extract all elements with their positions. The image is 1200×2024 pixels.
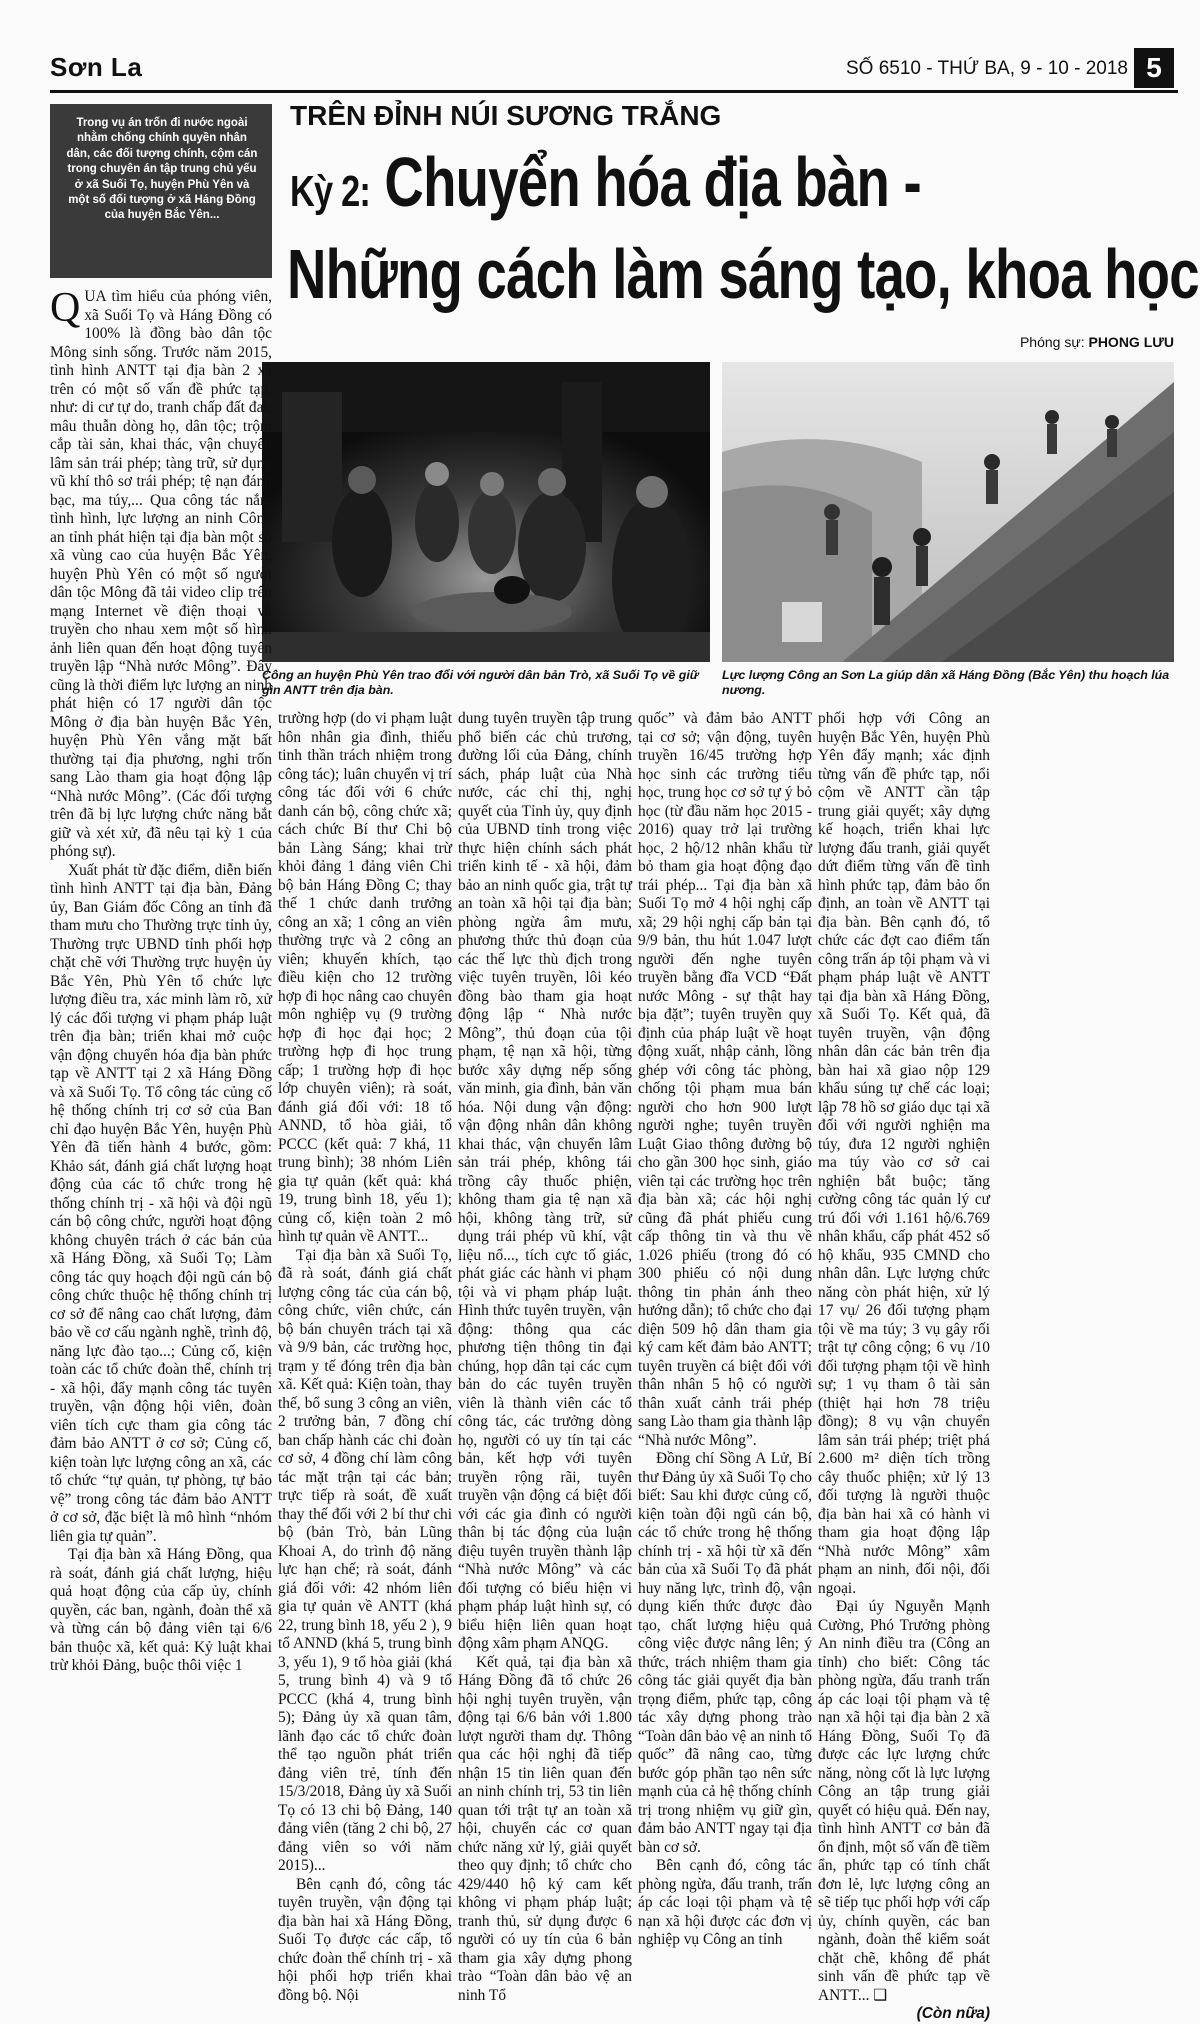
paragraph: Kết quả, tại địa bàn xã Háng Đồng đã tổ chức 26 hội nghị tuyên truyền, vận động tại 6/6 bản với 1.800 lượt người tham dự. Thông qua các hội nghị đã tiếp nhận 15 tin liên quan đến an ninh chính trị, 53 tin liên quan tới trật tự an toàn xã hội, chuyển các cơ quan chức năng xử lý, giải quyết theo quy định; tổ chức cho 429/440 hộ ký cam kết không vi phạm pháp luật; tranh thủ, sử dụng được 6 người có uy tín của 6 bản tham gia xây dựng phong trào “Toàn dân bảo vệ an ninh Tổ bbox=[458, 1653, 632, 2004]
lead-text: UA tìm hiểu của phóng viên, xã Suối Tọ và Háng Đồng có 100% là đồng bào dân tộc Mông sinh sống. Trước năm 2015, tình hình ANTT tại địa bàn 2 xã trên có một số vấn đề phức tạp, như: di cư tự do, tranh chấp đất đai; mâu thuẫn dòng họ, dân tộc; trộm cắp tài sản, khai thác, vận chuyển lâm sản trái phép; tàng trữ, sử dụng vũ khí thô sơ trái phép; tệ nạn đánh bạc, ma túy,... Qua công tác nắm tình hình, lực lượng an ninh Công an tỉnh phát hiện tại địa bàn một số xã vùng cao của huyện Bắc Yên, huyện Phù Yên có một số người dân tộc Mông đã tải video clip trên mạng Internet về điện thoại và truyền cho nhau xem một số hình ảnh liên quan đến hoạt động tuyên truyền lập “Nhà nước Mông”. Đây cũng là thời điểm lực lượng an ninh phát hiện có 17 người dân tộc Mông ở địa bàn huyện Bắc Yên, huyện Phù Yên vắng mặt bất thường tại địa phương, nghi trốn sang Lào tham gia hoạt động lập “Nhà nước Mông”. (Các đối tượng trên đã bị lực lượng chức năng bắt giữ và xét xử, đã nêu tại kỳ 1 của phóng sự). bbox=[50, 288, 272, 860]
section-name: Sơn La bbox=[50, 52, 143, 82]
byline bbox=[1020, 334, 1174, 350]
paragraph: Bên cạnh đó, công tác phòng ngừa, đấu tranh, trấn áp các loại tội phạm và tệ nạn xã hội được các đơn vị nghiệp vụ Công an tỉnh bbox=[638, 1857, 812, 1948]
masthead-rule bbox=[50, 90, 1178, 93]
headline-line-1 bbox=[290, 140, 976, 234]
campfire-meeting-photo bbox=[262, 362, 710, 662]
paragraph: Xuất phát từ đặc điểm, diễn biến tình hình ANTT tại địa bàn, Đảng ủy, Ban Giám đốc Công an tỉnh đã tham mưu cho Thường trực tỉnh ủy, Thường trực UBND tỉnh phối hợp chặt chẽ với Thường trực huyện ủy Bắc Yên, Phù Yên tổ chức lực lượng điều tra, xác minh làm rõ, xử lý các đối tượng vi phạm pháp luật trên địa bàn; triển khai mở cuộc vận động chuyển hóa địa bàn phức tạp về ANTT tại 2 xã Háng Đồng và xã Suối Tọ. Tổ công tác củng cố hệ thống chính trị cơ sở của Ban chỉ đạo huyện Bắc Yên, huyện Phù Yên đã tiến hành 4 bước, gồm: Khảo sát, đánh giá chất lượng hoạt động của các tổ chức trong hệ thống chính trị - xã hội và đội ngũ cán bộ công chức, người hoạt động không chuyên trách ở các bản của xã Háng Đồng, xã Suối Tọ; Làm công tác quy hoạch đội ngũ cán bộ công chức thuộc hệ thống chính trị cơ sở để nâng cao chất lượng, đảm bảo về cơ cấu ngành nghề, trình độ, năng lực đào tạo...; Củng cố, kiện toàn các tổ chức đoàn thể, chính trị - xã hội, đẩy mạnh công tác tuyên truyền, vận động hội viên, đoàn viên tích cực tham gia công tác đảm bảo ANTT ở cơ sở; Củng cố, kiện toàn lực lượng công an xã, các tổ chức “tự quản, tự phòng, tự bảo vệ” trong công tác đảm bảo ANTT ở cơ sở, đặc biệt là mô hình “nhóm liên gia tự quản”. bbox=[50, 861, 272, 1545]
paragraph: trường hợp (do vi phạm luật hôn nhân gia đình, thiếu tinh thần trách nhiệm trong công tác); luân chuyển vị trí công tác đối với 6 chức danh cán bộ, công chức xã; cách chức Bí thư Chi bộ bản Làng Sáng; khai trừ khỏi đảng 1 đảng viên Chi bộ bản Háng Đồng C; thay thế 1 chức danh trưởng công an xã; 1 công an viên thường trực và 2 công an viên; khuyến khích, tạo điều kiện cho 12 trường hợp đi học nâng cao chuyên môn nghiệp vụ (9 trường hợp đi học đại học; 2 trường hợp đi học trung cấp; 1 trường hợp đi học lớp chuyên viên); rà soát, đánh giá đối với: 18 tổ ANND, tổ hòa giải, tổ PCCC (kết quả: 7 khá, 11 trung bình); 38 nhóm Liên gia tự quản (kết quả: khá 19, trung bình 18, yếu 1); củng cố, kiện toàn 2 mô hình tự quản về ANTT... bbox=[278, 710, 452, 1245]
paragraph: dung tuyên truyền tập trung phổ biến các chủ trương, đường lối của Đảng, chính sách, pháp luật của Nhà nước, các chỉ thị, nghị quyết của Tỉnh ủy, quy định của UBND tỉnh trong việc thực hiện chính sách phát triển kinh tế - xã hội, đảm bảo an ninh quốc gia, trật tự an toàn xã hội tại địa bàn; phòng ngừa âm mưu, phương thức thủ đoạn của các thế lực thù địch trong việc tuyên truyền, lôi kéo đồng bào tham gia hoạt động lập “ Nhà nước Mông”, thủ đoạn của tội phạm, tệ nạn xã hội, từng bước xây dựng nếp sống văn minh, gia đình, bản văn hóa. Nội dung vận động: vận động nhân dân không khai thác, vận chuyển lâm sản trái phép, không tái trồng cây thuốc phiện, không tham gia tệ nạn xã hội, không tàng trữ, sử dụng trái phép vũ khí, vật liệu nổ..., tích cực tố giác, phát giác các hành vi phạm tội và vi phạm pháp luật. Hình thức tuyên truyền, vận động: thông qua các phương tiện thông tin đại chúng, họp dân tại các cụm bản do các tuyên truyền viên là thành viên các tổ công tác, các trưởng dòng họ, người có uy tín tại các bản, kết hợp với tuyên truyền rộng rãi, tuyên truyền vận động cá biệt đối với các gia đình có người thân bị tác động của luận điệu tuyên truyền thành lập “Nhà nước Mông” và các đối tượng có biểu hiện vi phạm pháp luật hình sự, có biểu hiện liên quan hoạt động xâm phạm ANQG. bbox=[458, 710, 632, 1652]
kicker: TRÊN ĐỈNH NÚI SƯƠNG TRẮNG bbox=[290, 100, 722, 131]
article-column-2 bbox=[278, 710, 452, 2004]
paragraph: Đồng chí Sồng A Lử, Bí thư Đảng ủy xã Suối Tọ cho biết: Sau khi được củng cố, kiện toàn đội ngũ cán bộ, các tổ chức trong hệ thống chính trị - xã hội từ xã đến bản của xã Suối Tọ đã phát huy năng lực, trình độ, vận dụng kiến thức được đào tạo, chất lượng hiệu quả công việc được nâng lên; ý thức, trách nhiệm tham gia công tác giải quyết địa bàn trọng điểm, phức tạp, công tác xây dựng phong trào “Toàn dân bảo vệ an ninh tổ quốc” đã nâng cao, từng bước góp phần tạo nên sức mạnh của cả hệ thống chính trị trong nhiệm vụ giữ gìn, đảm bảo ANTT ngay tại địa bàn cơ sở. bbox=[638, 1450, 812, 1856]
lead-paragraph bbox=[50, 285, 272, 862]
end-note: (Còn nữa) bbox=[916, 2005, 990, 2022]
paragraph: quốc” và đảm bảo ANTT tại cơ sở; vận động, tuyên truyền 16/45 trường hợp học sinh các trường tiểu học, trung học cơ sở tự ý bỏ học (từ đầu năm học 2015 - 2016) quay trở lại trường học, 2 hộ/12 nhân khẩu từ bỏ tham gia hoạt động đạo trái phép... Tại địa bàn xã Suối Tọ mở 4 hội nghị cấp xã; 29 hội nghị cấp bản tại 9/9 bản, thu hút 1.047 lượt người đến nghe tuyên truyền bằng đĩa VCD “Đất nước Mông - sự thật hay bịa đặt”; tuyên truyền quy định của pháp luật về hoạt động xuất, nhập cảnh, lồng ghép với công tác phòng, chống tội phạm mua bán người cho hơn 900 lượt người nghe; tuyên truyền Luật Giao thông đường bộ cho gần 300 học sinh, giáo viên tại các trường học trên địa bàn xã; các hội nghị cũng đã phát phiếu cung cấp thông tin và thu về 1.026 phiếu (trong đó có 300 phiếu có nội dung thông tin phản ánh theo hướng dẫn); tổ chức cho đại diện 509 hộ dân tham gia ký cam kết đảm bảo ANTT; tuyên truyền cá biệt đối với thân nhân 5 hộ có người thân xuất cảnh trái phép sang Lào tham gia thành lập “Nhà nước Mông”. bbox=[638, 710, 812, 1449]
paragraph: phối hợp với Công an huyện Bắc Yên, huyện Phù Yên đẩy mạnh; xác định từng vấn đề phức tạp, nổi cộm về ANTT cần tập trung giải quyết; xây dựng kế hoạch, triển khai lực lượng đấu tranh, giải quyết dứt điểm từng vấn đề tình hình phức tạp, đảm bảo ổn định, an toàn về ANTT tại địa bàn. Bên cạnh đó, tổ chức các đợt cao điểm tấn công trấn áp tội phạm và vi phạm pháp luật về ANTT tại địa bàn xã Háng Đồng, xã Suối Tọ. Kết quả, đã tuyên truyền, vận động nhân dân các bản trên địa bàn hai xã giao nộp 129 khẩu súng tự chế các loại; lập 78 hồ sơ giáo dục tại xã đối với người nghiện ma túy, đưa 12 người nghiện ma túy vào cơ sở cai nghiện bắt buộc; tăng cường công tác quản lý cư trú đối với 1.161 hộ/6.769 nhân khẩu, cấp phát 452 số hộ khẩu, 935 CMND cho nhân dân. Lực lượng chức năng còn phát hiện, xử lý 17 vụ/ 26 đối tượng phạm tội về ma túy; 3 vụ gây rối trật tự công cộng; 6 vụ /10 đối tượng phạm tội về hình sự; 1 vụ tham ô tài sản (thiệt hại hơn 78 triệu đồng); 8 vụ vận chuyển lâm sản trái phép; triệt phá 2.600 m² diện tích trồng cây thuốc phiện; xử lý 13 đối tượng là người thuộc địa bàn hai xã có hành vi tham gia hoạt động lập “Nhà nước Mông” xâm phạm an ninh, đối nội, đối ngoại. bbox=[818, 710, 990, 1597]
paragraph: Đại úy Nguyễn Mạnh Cường, Phó Trưởng phòng An ninh điều tra (Công an tỉnh) cho biết: Công tác phòng ngừa, đấu tranh trấn áp các loại tội phạm và tệ nạn xã hội tại địa bàn 2 xã Háng Đồng, Suối Tọ đã được các lực lượng chức năng, nòng cốt là lực lượng Công an tập trung giải quyết có hiệu quả. Đến nay, tình hình ANTT cơ bản đã ổn định, một số vấn đề tiềm ẩn, phức tạp có tính chất đơn lẻ, lực lượng công an sẽ tiếp tục phối hợp với cấp ủy, chính quyền, các ban ngành, đoàn thể kiểm soát chặt chẽ, không để phát sinh vấn đề phức tạp về ANTT... ❑ bbox=[818, 1598, 990, 2004]
drop-cap: Q bbox=[50, 285, 81, 331]
photo-caption-2: Lực lượng Công an Sơn La giúp dân xã Háng Đồng (Bắc Yên) thu hoạch lúa nương. bbox=[722, 668, 1170, 697]
photo-caption-1: Công an huyện Phù Yên trao đổi với người dân bản Trò, xã Suối Tọ về giữ gìn ANTT trên địa bàn. bbox=[262, 668, 699, 697]
byline-prefix: Phóng sự: bbox=[1019, 334, 1085, 350]
title-line-1: Chuyển hóa địa bàn - bbox=[384, 143, 921, 221]
issue-info: SỐ 6510 - THỨ BA, 9 - 10 - 2018 bbox=[845, 58, 1128, 79]
part-label: Kỳ 2: bbox=[290, 167, 371, 216]
article-column-5 bbox=[818, 710, 990, 2022]
page-number: 5 bbox=[1134, 48, 1174, 88]
sapo-box: Trong vụ án trốn đi nước ngoài nhằm chống chính quyền nhân dân, các đối tượng chính, cộm cán trong chuyên án tập trung chủ yếu ở xã Suối Tọ, huyện Phù Yên và một số đối tượng ở xã Háng Đồng của huyện Bắc Yên... bbox=[50, 104, 272, 278]
harvest-hillside-photo bbox=[722, 362, 1174, 662]
to-be-continued bbox=[818, 2005, 990, 2024]
paragraph: Tại địa bàn xã Háng Đồng, qua rà soát, đánh giá chất lượng, hiệu quả hoạt động của cấp ủy, chính quyền, các ban, ngành, đoàn thể xã và từng cán bộ đảng viên tại 6/6 bản thuộc xã, kết quả: Kỷ luật khai trừ khỏi Đảng, buộc thôi việc 1 bbox=[50, 1546, 272, 1674]
paragraph: Tại địa bàn xã Suối Tọ, đã rà soát, đánh giá chất lượng công tác của cán bộ, công chức, viên chức, cán bộ bán chuyên trách tại xã và 9/9 bản, các trường học, trạm y tế đóng trên địa bàn xã. Kết quả: Kiện toàn, thay thế, bổ sung 3 công an viên, 2 trưởng bản, 7 đồng chí ban chấp hành các chi đoàn cơ sở, 4 đồng chí làm công tác mặt trận tại các bản; trực tiếp rà soát, đề xuất thay thế đối với 2 bí thư chi bộ (bản Trò, bản Lũng Khoai A, do trình độ năng lực hạn chế; rà soát, đánh giá đối với: 42 nhóm liên gia tự quản về ANTT (khá 22, trung bình 18, yếu 2 ), 9 tổ ANND (khá 5, trung bình 3, yếu 1), 9 tổ hòa giải (khá 5, trung bình 4) và 9 tổ PCCC (khá 4, trung bình 5); Đảng ủy xã quan tâm, lãnh đạo các tổ chức đoàn thể tạo nguồn phát triển đảng viên trẻ, tính đến 15/3/2018, Đảng ủy xã Suối Tọ có 13 chi bộ Đảng, 140 đảng viên (tăng 2 chi bộ, 27 đảng viên so với năm 2015)... bbox=[278, 1246, 452, 1874]
byline-author: PHONG LƯU bbox=[1088, 334, 1174, 350]
headline-line-2: Những cách làm sáng tạo, khoa học bbox=[287, 235, 1199, 313]
article-column-3 bbox=[458, 710, 632, 2004]
article-column-1 bbox=[50, 285, 272, 1754]
article-column-4 bbox=[638, 710, 812, 1948]
paragraph: Bên cạnh đó, công tác tuyên truyền, vận động tại địa bàn hai xã Háng Đồng, Suối Tọ được các cấp, tổ chức đoàn thể chính trị - xã hội phối hợp triển khai đồng bộ. Nội bbox=[278, 1875, 452, 2004]
